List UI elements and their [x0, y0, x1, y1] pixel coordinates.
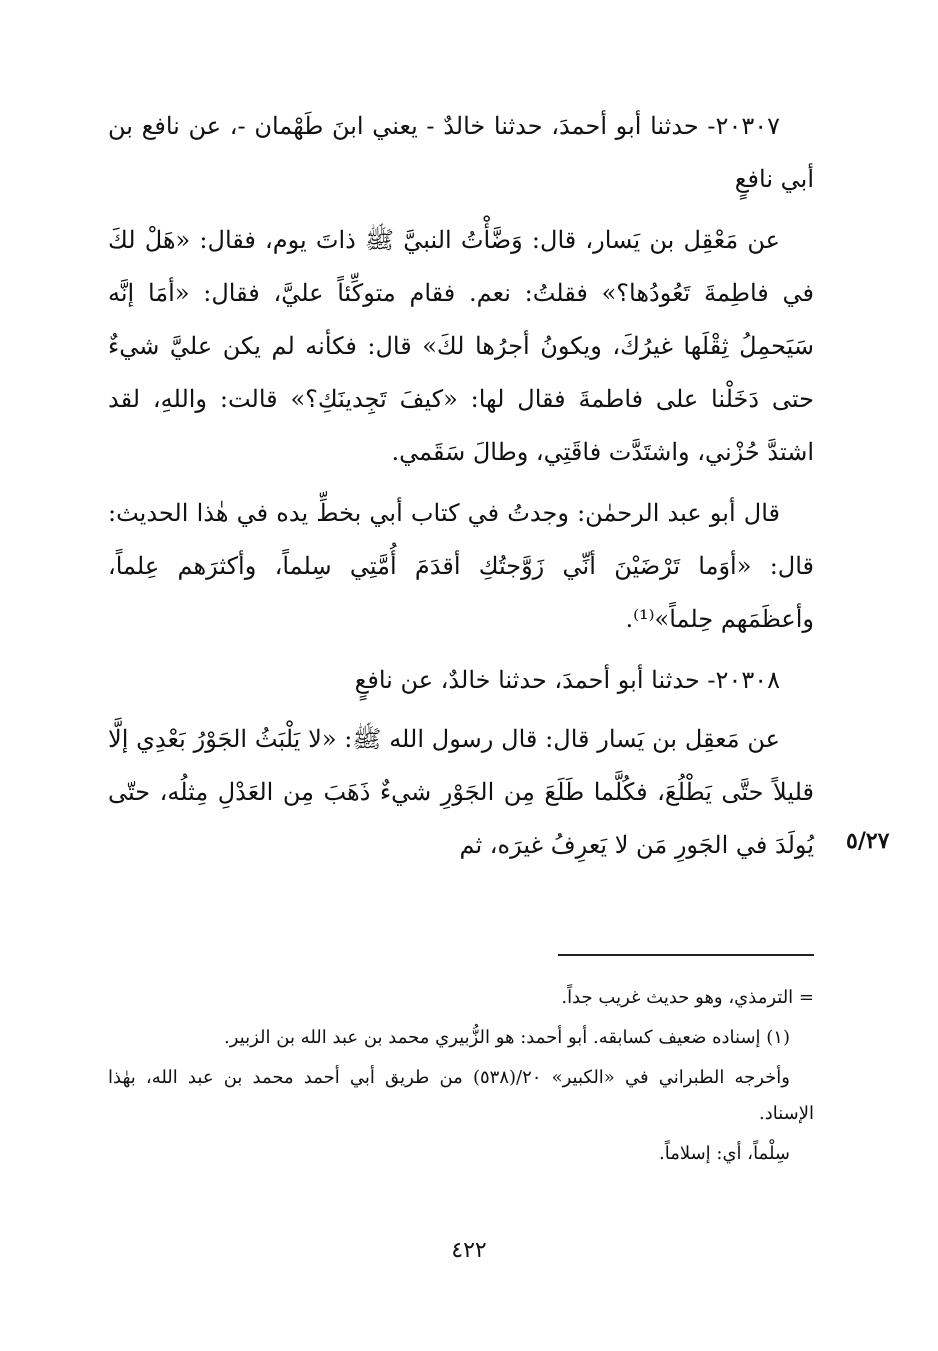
- margin-volume-page-reference: ٥/٢٧: [846, 828, 890, 854]
- footnote-1-takhrij: وأخرجه الطبراني في «الكبير» ٢٠/(٥٣٨) من طريق أبي أحمد محمد بن عبد الله، بهٰذا الإسناد.: [108, 1067, 814, 1124]
- page-number: ٤٢٢: [451, 1238, 487, 1263]
- footnote-1: (١) إسناده ضعيف كسابقه. أبو أحمد: هو الزُّبيري محمد بن عبد الله بن الزبير.: [224, 1027, 790, 1048]
- footnote-separator: [558, 954, 814, 956]
- hadith-20307-matn: عن مَعْقِل بن يَسار، قال: وَضَّأْتُ النبيَّ ﷺ ذاتَ يوم، فقال: «هَلْ لكَ في فاطِمةَ تَعُودُها؟» فقلتُ: نعم. فقام متوكِّئاً عليَّ، فقال: «أمَا إنَّه سَيَحمِلُ ثِقْلَها غيرُكَ، ويكونُ أجرُها لكَ» قال: فكأنه لم يكن عليَّ شيءٌ حتى دَخَلْنا على فاطمةَ فقال لها: «كيفَ تَجِدينَكِ؟» قالت: واللهِ، لقد اشتدَّ حُزْني، واشتَدَّت فاقَتِي، وطالَ سَقَمي.: [108, 226, 814, 466]
- abu-abdulrahman-note: قال أبو عبد الرحمٰن: وجدتُ في كتاب أبي بخطِّ يده في هٰذا الحديث: قال: «أوَما تَرْضَيْنَ أنِّي زَوَّجتُكِ أقدَمَ أُمَّتِي سِلماً، وأكثرَهم عِلماً، وأعظَمَهم حِلماً»⁽¹⁾.: [108, 499, 814, 633]
- hadith-20307-isnad: ٢٠٣٠٧- حدثنا أبو أحمدَ، حدثنا خالدٌ - يعني ابنَ طَهْمان -، عن نافع بن أبي نافعٍ: [108, 112, 814, 193]
- footnote-1-gloss: سِلْماً، أي: إسلاماً.: [658, 1143, 790, 1164]
- footnotes: [108, 980, 814, 1176]
- hadith-20308-matn: عن مَعقِل بن يَسار قال: قال رسول الله ﷺ: «لا يَلْبَثُ الجَوْرُ بَعْدِي إلَّا قليلاً حتَّى يَطْلُعَ، فكُلَّما طَلَعَ مِن الجَوْرِ شيءٌ ذَهَبَ مِن العَدْلِ مِثلُه، حتّى يُولَدَ في الجَورِ مَن لا يَعرِفُ غيرَه، ثم: [108, 725, 814, 859]
- footnote-continuation: = الترمذي، وهو حديث غريب جداً.: [561, 987, 814, 1008]
- hadith-20308-isnad: ٢٠٣٠٨- حدثنا أبو أحمدَ، حدثنا خالدٌ، عن نافعٍ: [354, 666, 780, 694]
- main-text: [108, 100, 814, 880]
